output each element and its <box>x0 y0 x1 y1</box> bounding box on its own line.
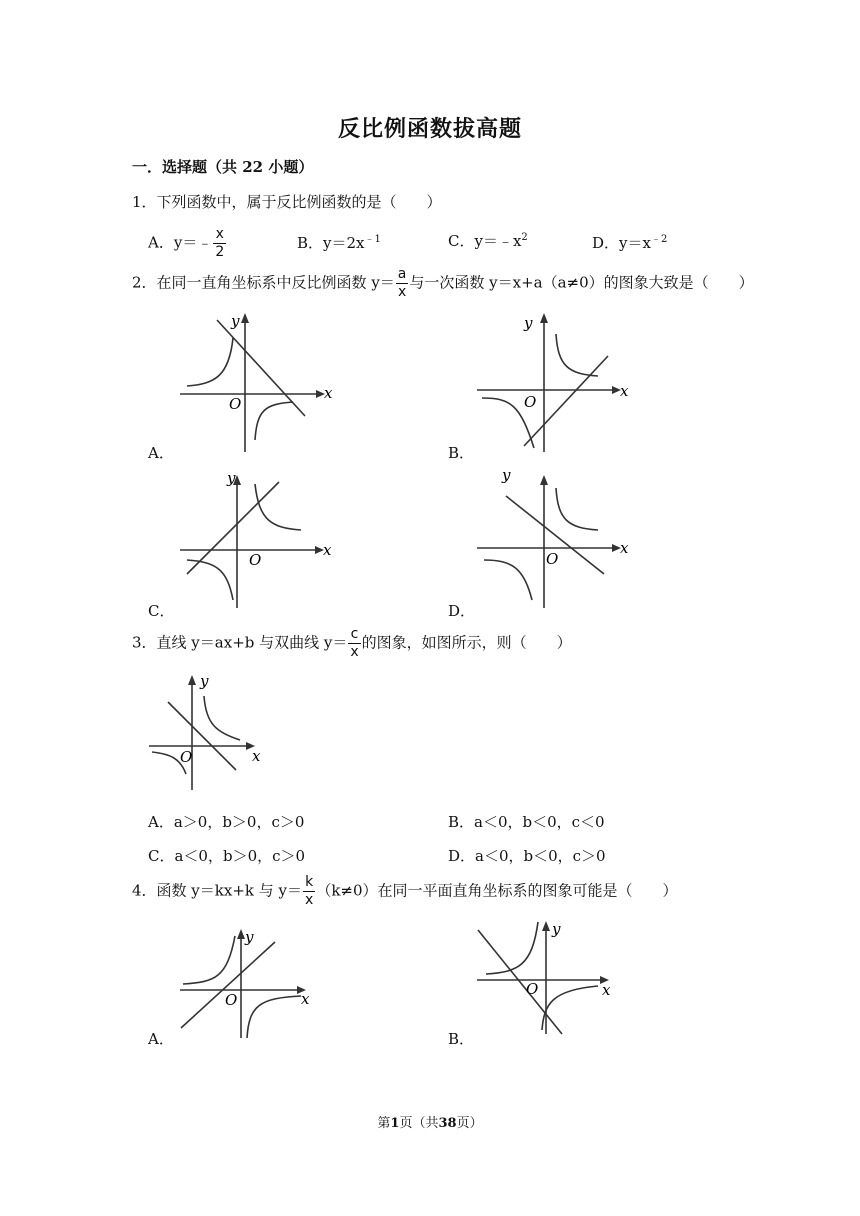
fraction-denominator: x <box>397 284 407 300</box>
x-axis-label: x <box>324 384 333 402</box>
option-b-text: B．y＝2x <box>297 234 365 252</box>
question-4-label-a: A． <box>148 1030 174 1048</box>
hyperbola-branch-upper <box>183 936 235 984</box>
question-3-stem-post: 的图象，如图所示，则（ ） <box>361 633 572 652</box>
origin-label: O <box>180 748 193 766</box>
x-axis-label: x <box>301 990 310 1008</box>
option-a-label: A． <box>148 233 174 252</box>
footer-middle: 页（共 <box>399 1116 439 1131</box>
fraction-denominator: 2 <box>215 244 225 260</box>
question-2-graph-c <box>175 468 335 612</box>
y-axis-arrow <box>540 313 548 323</box>
question-3-option-b: B．a＜0，b＜0，c＜0 <box>448 813 605 831</box>
fraction-numerator: a <box>397 266 407 282</box>
question-4-stem <box>132 874 678 909</box>
total-page-count: 38 <box>438 1116 457 1131</box>
section-heading: 一．选择题（共 22 小题） <box>132 158 314 176</box>
x-axis-label: x <box>323 541 332 559</box>
origin-label: O <box>225 991 238 1009</box>
question-4-stem-post: （k≠0）在同一平面直角坐标系的图象可能是（ ） <box>316 881 678 900</box>
y-axis-label: y <box>231 312 240 330</box>
page-title: 反比例函数拔高题 <box>337 116 522 142</box>
question-4-graph-a <box>175 922 325 1044</box>
question-4-graph-b <box>472 914 622 1038</box>
question-2-stem <box>132 266 754 301</box>
x-axis-label: x <box>602 981 611 999</box>
fraction-numerator: k <box>303 874 315 892</box>
y-axis-label: y <box>524 314 533 332</box>
hyperbola-branch-upper <box>255 484 301 530</box>
x-axis-label: x <box>620 539 629 557</box>
x-axis-label: x <box>620 382 629 400</box>
straight-line <box>168 702 236 770</box>
y-axis-label: y <box>227 469 236 487</box>
straight-line <box>187 482 279 574</box>
origin-label: O <box>524 393 537 411</box>
question-2-fraction <box>396 266 409 301</box>
question-2-stem-post: 与一次函数 y＝x+a（a≠0）的图象大致是（ ） <box>409 273 754 292</box>
y-axis-arrow <box>188 675 196 685</box>
question-4-stem-pre: 4．函数 y＝kx+k 与 y＝ <box>132 881 303 900</box>
option-b-exponent: ﹣1 <box>364 234 381 245</box>
question-1-option-d <box>592 230 667 253</box>
hyperbola-branch-lower <box>484 560 532 600</box>
question-4-fraction <box>303 874 315 909</box>
y-axis-label: y <box>245 928 254 946</box>
question-2-label-c: C． <box>148 602 175 620</box>
hyperbola-branch-upper <box>486 922 538 974</box>
hyperbola-branch-lower <box>255 402 293 440</box>
question-2-label-b: B． <box>448 444 475 462</box>
y-axis-arrow <box>237 929 245 939</box>
question-2-graph-b <box>472 308 632 456</box>
question-3-option-a: A．a＞0，b＞0，c＞0 <box>148 813 305 831</box>
footer-suffix: 页） <box>456 1116 483 1131</box>
fraction-denominator: x <box>305 892 314 908</box>
straight-line <box>181 942 275 1028</box>
question-1-stem: 1．下列函数中，属于反比例函数的是（ ） <box>132 193 442 211</box>
question-2-stem-pre: 2．在同一直角坐标系中反比例函数 y＝ <box>132 273 395 292</box>
y-axis-arrow <box>540 475 548 485</box>
question-3-stem-pre: 3．直线 y＝ax+b 与双曲线 y＝ <box>132 633 348 652</box>
question-1-option-b <box>297 230 381 253</box>
option-d-text: D．y＝x <box>592 234 651 252</box>
y-axis-label: y <box>200 672 209 690</box>
y-axis-arrow <box>241 313 249 323</box>
hyperbola-branch-lower <box>247 996 301 1038</box>
question-3-stem <box>132 626 572 661</box>
question-4-label-b: B． <box>448 1030 475 1048</box>
question-3-graph <box>146 670 272 794</box>
question-2-graph-d <box>472 468 632 612</box>
question-3-option-c: C．a＜0，b＞0，c＞0 <box>148 847 306 865</box>
question-1-option-c <box>448 230 528 251</box>
straight-line <box>524 356 608 446</box>
question-2-graph-a <box>175 308 335 456</box>
hyperbola-branch-lower <box>542 986 598 1030</box>
hyperbola-branch-upper <box>204 696 240 740</box>
option-a-fraction <box>213 226 226 261</box>
current-page-number: 1 <box>390 1116 400 1131</box>
fraction-numerator: x <box>213 226 226 244</box>
fraction-numerator: c <box>348 626 360 644</box>
x-axis-label: x <box>252 747 261 765</box>
origin-label: O <box>229 395 242 413</box>
question-3-fraction <box>348 626 360 661</box>
question-2-label-d: D． <box>448 602 476 620</box>
option-a-prefix: y＝﹣ <box>173 233 213 252</box>
fraction-denominator: x <box>350 644 359 660</box>
hyperbola-branch-upper <box>187 338 233 386</box>
hyperbola-branch-upper <box>556 334 598 376</box>
question-1-option-a <box>148 226 227 261</box>
y-axis-label: y <box>552 920 561 938</box>
question-2-label-a: A． <box>148 444 174 462</box>
origin-label: O <box>526 980 539 998</box>
option-d-exponent: ﹣2 <box>650 234 668 245</box>
footer-prefix: 第 <box>377 1116 391 1131</box>
option-c-text: C．y＝﹣x <box>448 232 522 250</box>
origin-label: O <box>546 550 559 568</box>
option-c-exponent: 2 <box>521 232 528 243</box>
origin-label: O <box>249 551 262 569</box>
page-footer <box>0 1112 860 1131</box>
y-axis-label: y <box>502 468 511 484</box>
y-axis-arrow <box>542 921 550 931</box>
hyperbola-branch-upper <box>556 488 598 530</box>
straight-line <box>478 930 562 1034</box>
question-3-option-d: D．a＜0，b＜0，c＞0 <box>448 847 606 865</box>
